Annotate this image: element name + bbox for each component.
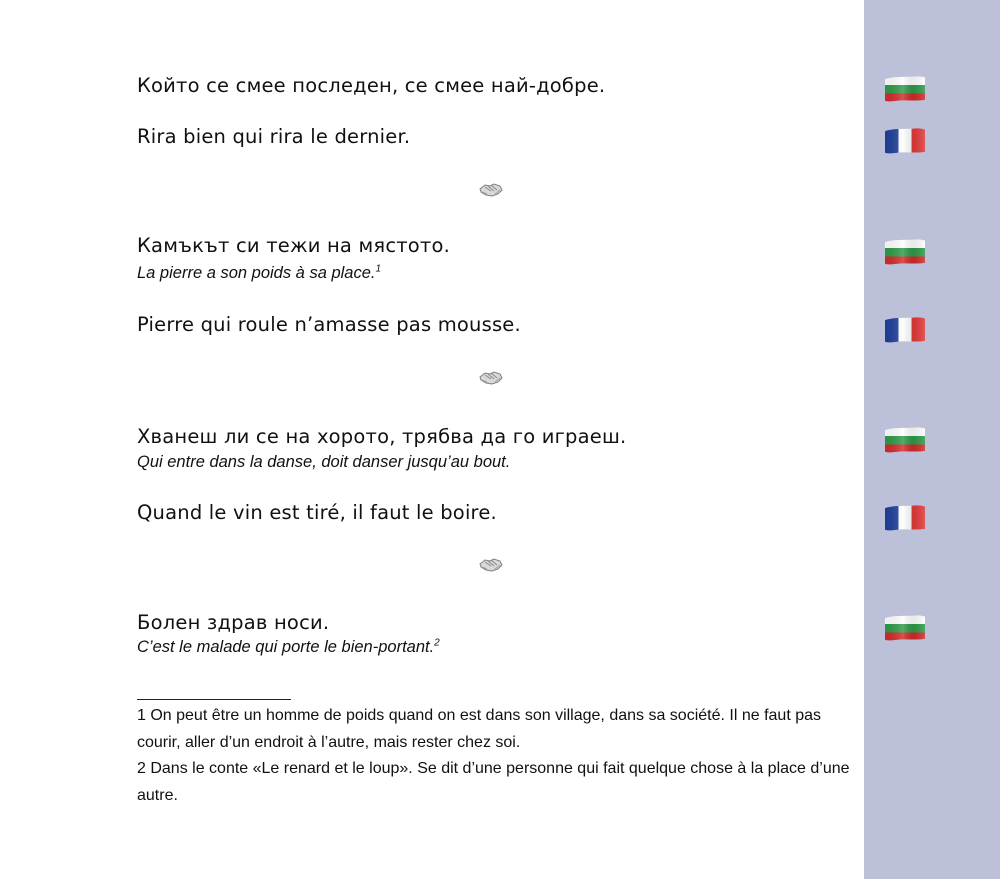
bulgarian-flag-icon — [885, 239, 925, 265]
literal-translation: La pierre a son poids à sa place.$^1$ — [137, 263, 382, 282]
bulgarian-flag-icon — [885, 427, 925, 453]
handshake-icon — [478, 366, 504, 388]
bulgarian-proverb: Който се смее последен, се смее най-добре. — [137, 74, 606, 97]
bulgarian-proverb: Камъкът си тежи на мястото. — [137, 234, 451, 257]
literal-translation: C’est le malade qui porte le bien-portant.$^2$ — [137, 637, 440, 656]
bulgarian-flag-icon — [885, 76, 925, 102]
french-equivalent: Rira bien qui rira le dernier. — [137, 125, 411, 148]
footnote: 2 Dans le conte «Le renard et le loup». Se dit d’une personne qui fait quelque chose à la place d’une autre. — [137, 760, 850, 804]
footnotes — [137, 703, 852, 809]
french-equivalent: Pierre qui roule n’amasse pas mousse. — [137, 313, 521, 336]
handshake-icon — [478, 553, 504, 575]
french-equivalent: Quand le vin est tiré, il faut le boire. — [137, 501, 497, 524]
bulgarian-flag-icon — [885, 615, 925, 641]
bulgarian-proverb: Болен здрав носи. — [137, 611, 330, 634]
bulgarian-proverb: Хванеш ли се на хорото, трябва да го играеш. — [137, 425, 627, 448]
french-flag-icon — [885, 128, 925, 154]
footnote-ref: 2 — [434, 637, 440, 649]
footnote: 1 On peut être un homme de poids quand on est dans son village, dans sa société. Il ne faut pas courir, aller d’un endroit à l’autre, mais rester chez soi. — [137, 707, 821, 751]
french-flag-icon — [885, 505, 925, 531]
french-flag-icon — [885, 317, 925, 343]
footnote-divider — [137, 699, 291, 700]
footnote-ref: 1 — [375, 263, 382, 275]
handshake-icon — [478, 178, 504, 200]
literal-translation: Qui entre dans la danse, doit danser jusqu’au bout. — [137, 453, 511, 471]
